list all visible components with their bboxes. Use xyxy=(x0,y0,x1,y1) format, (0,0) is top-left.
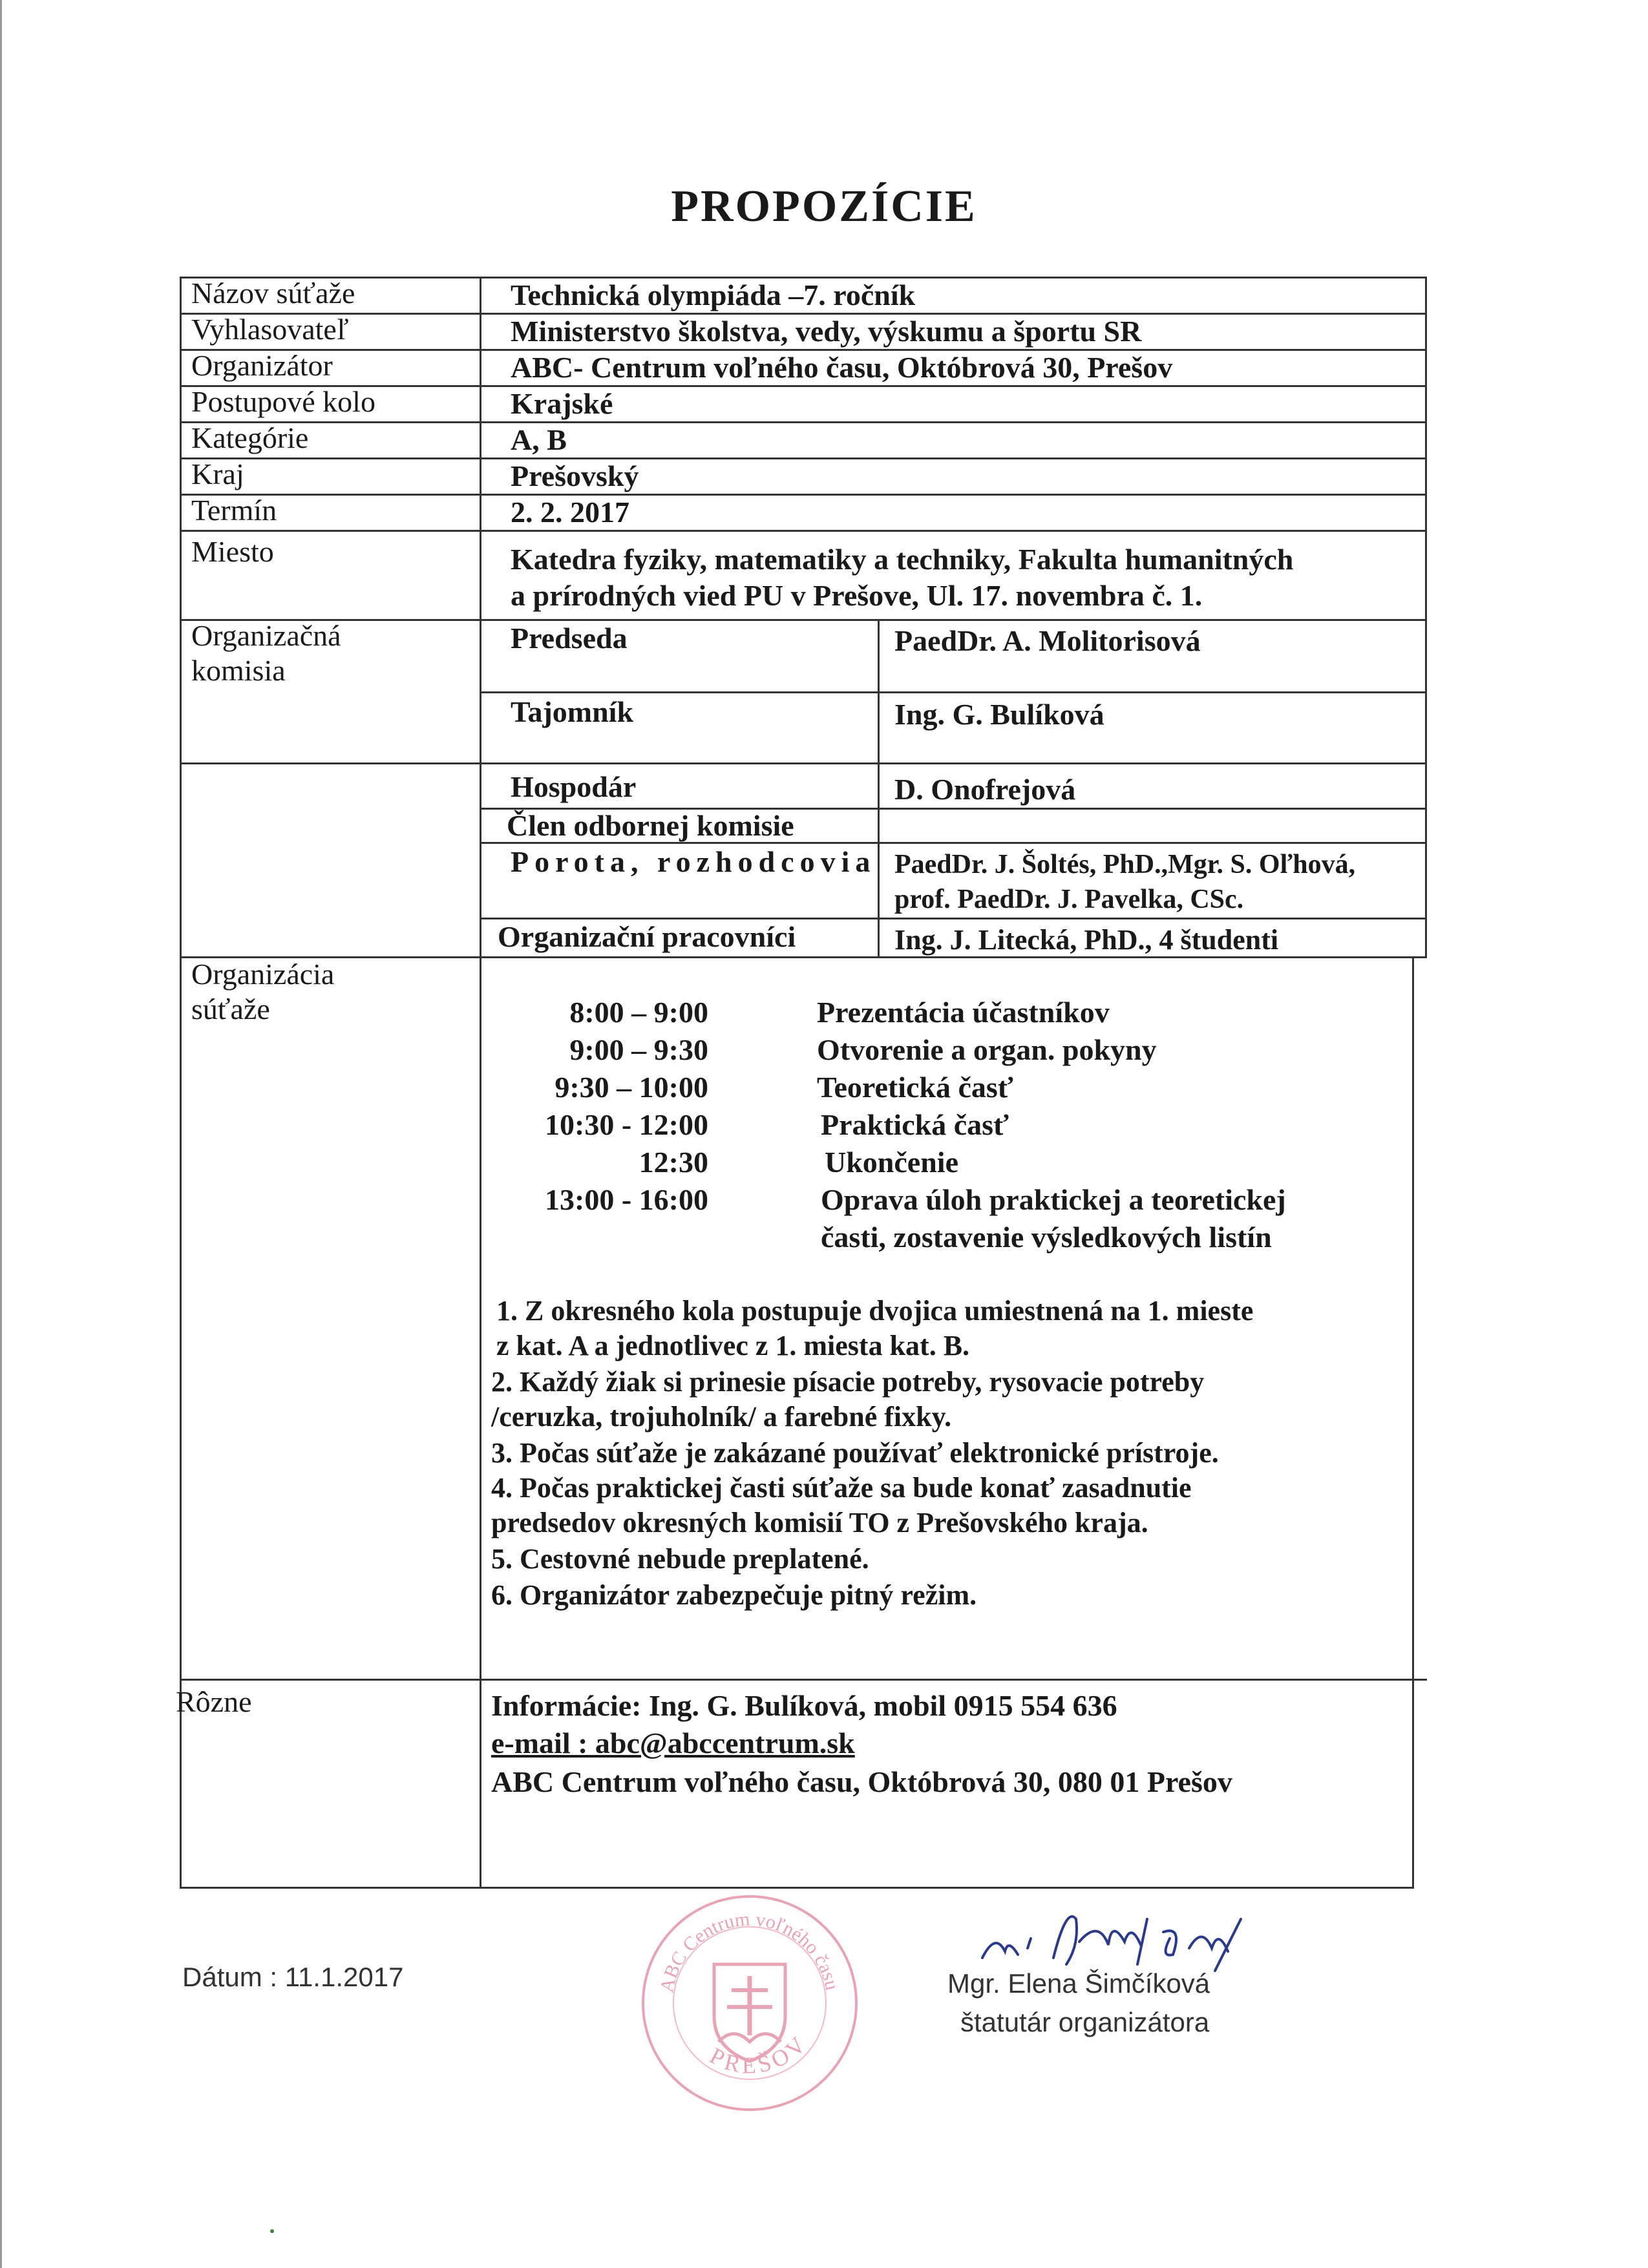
komisia-name-hospodar: D. Onofrejová xyxy=(894,773,1076,806)
schedule-activity: Teoretická časť xyxy=(817,1071,1013,1104)
row-value-miesto-line1: Katedra fyziky, matematiky a techniky, Fakulta humanitných xyxy=(511,543,1294,576)
organizacia-label-line1: Organizácia xyxy=(191,958,335,991)
komisia-name-porota-line1: PaedDr. J. Šoltés, PhD.,Mgr. S. Oľhová, xyxy=(894,850,1356,879)
row-label-postupove-kolo: Postupové kolo xyxy=(191,385,375,418)
rozne-label: Rôzne xyxy=(176,1685,252,1718)
komisia-role-tajomnik: Tajomník xyxy=(511,695,634,728)
note-line: 1. Z okresného kola postupuje dvojica umiestnená na 1. mieste xyxy=(496,1295,1254,1327)
schedule-activity: Otvorenie a organ. pokyny xyxy=(817,1033,1157,1066)
row-value-postupove-kolo: Krajské xyxy=(511,387,613,420)
komisia-role-predseda: Predseda xyxy=(511,622,628,655)
komisia-role-pracovnici: Organizační pracovníci xyxy=(498,920,796,953)
komisia-name-porota-line2: prof. PaedDr. J. Pavelka, CSc. xyxy=(894,885,1244,914)
schedule-activity: Praktická časť xyxy=(821,1108,1009,1141)
note-line: 3. Počas súťaže je zakázané používať elektronické prístroje. xyxy=(491,1437,1219,1469)
note-line: 5. Cestovné nebude preplatené. xyxy=(491,1543,869,1575)
komisia-name-pracovnici: Ing. J. Litecká, PhD., 4 študenti xyxy=(894,924,1279,956)
stamp-text-bottom: PREŠOV xyxy=(705,2029,814,2079)
row-label-nazov: Názov súťaže xyxy=(191,277,355,310)
row-value-miesto-line2: a prírodných vied PU v Prešove, Ul. 17. novembra č. 1. xyxy=(511,579,1203,612)
row-label-termin: Termín xyxy=(191,494,277,527)
komisia-label-line1: Organizačná xyxy=(191,619,341,652)
row-value-termin: 2. 2. 2017 xyxy=(511,496,629,529)
schedule-activity: Oprava úloh praktickej a teoretickej xyxy=(821,1183,1286,1216)
row-label-kraj: Kraj xyxy=(191,457,244,490)
row-label-vyhlasovatel: Vyhlasovateľ xyxy=(191,313,349,346)
komisia-name-tajomnik: Ing. G. Bulíková xyxy=(894,698,1104,731)
row-label-organizator: Organizátor xyxy=(191,349,333,382)
note-line: 6. Organizátor zabezpečuje pitný režim. xyxy=(491,1579,977,1611)
komisia-role-hospodar: Hospodár xyxy=(511,770,637,803)
note-line: predsedov okresných komisií TO z Prešovského kraja. xyxy=(491,1507,1148,1538)
schedule-time: 9:30 – 10:00 xyxy=(555,1071,708,1104)
row-value-organizator: ABC- Centrum voľného času, Októbrová 30, Prešov xyxy=(511,351,1173,384)
signer-name: Mgr. Elena Šimčíková xyxy=(947,1968,1210,1999)
handwritten-signature xyxy=(969,1893,1273,1977)
stamp-text-top: ABC Centrum voľného času xyxy=(656,1908,843,1995)
row-value-vyhlasovatel: Ministerstvo školstva, vedy, výskumu a športu SR xyxy=(511,315,1142,348)
schedule-time: 9:00 – 9:30 xyxy=(569,1033,708,1066)
rozne-email[interactable]: e-mail : abc@abccentrum.sk xyxy=(491,1727,855,1759)
schedule-activity-line2: časti, zostavenie výsledkových listín xyxy=(821,1221,1272,1254)
row-label-kategorie: Kategórie xyxy=(191,421,309,454)
note-line: 4. Počas praktickej časti súťaže sa bude konať zasadnutie xyxy=(491,1472,1192,1504)
page-title: PROPOZÍCIE xyxy=(671,182,977,231)
komisia-role-clen: Člen odbornej komisie xyxy=(507,809,794,842)
komisia-role-porota: Porota, rozhodcovia xyxy=(511,845,876,878)
note-line: /ceruzka, trojuholník/ a farebné fixky. xyxy=(491,1401,952,1433)
schedule-time: 8:00 – 9:00 xyxy=(569,996,708,1029)
row-value-nazov: Technická olympiáda –7. ročník xyxy=(511,278,916,311)
schedule-time: 10:30 - 12:00 xyxy=(545,1108,708,1141)
scan-edge xyxy=(0,0,2,2268)
scan-speck xyxy=(270,2229,274,2233)
schedule-time: 12:30 xyxy=(639,1146,708,1179)
komisia-label-line2: komisia xyxy=(191,654,286,687)
note-line: 2. Každý žiak si prinesie písacie potreby, rysovacie potreby xyxy=(491,1366,1205,1398)
rozne-info: Informácie: Ing. G. Bulíková, mobil 0915 554 636 xyxy=(491,1689,1117,1722)
row-label-miesto: Miesto xyxy=(191,535,274,568)
signer-role: štatutár organizátora xyxy=(960,2007,1210,2037)
komisia-name-predseda: PaedDr. A. Molitorisová xyxy=(894,624,1201,657)
schedule-activity: Prezentácia účastníkov xyxy=(817,996,1110,1029)
rozne-address: ABC Centrum voľného času, Októbrová 30, 080 01 Prešov xyxy=(491,1765,1232,1798)
schedule-time: 13:00 - 16:00 xyxy=(545,1183,708,1216)
schedule-activity: Ukončenie xyxy=(825,1146,958,1179)
note-line: z kat. A a jednotlivec z 1. miesta kat. B. xyxy=(496,1330,970,1361)
coat-of-arms-icon xyxy=(714,1964,785,2061)
row-value-kraj: Prešovský xyxy=(511,459,639,492)
document-date: Dátum : 11.1.2017 xyxy=(182,1962,404,1992)
organizacia-label-line2: súťaže xyxy=(191,992,270,1025)
organization-stamp xyxy=(633,1887,866,2119)
row-value-kategorie: A, B xyxy=(511,423,567,456)
